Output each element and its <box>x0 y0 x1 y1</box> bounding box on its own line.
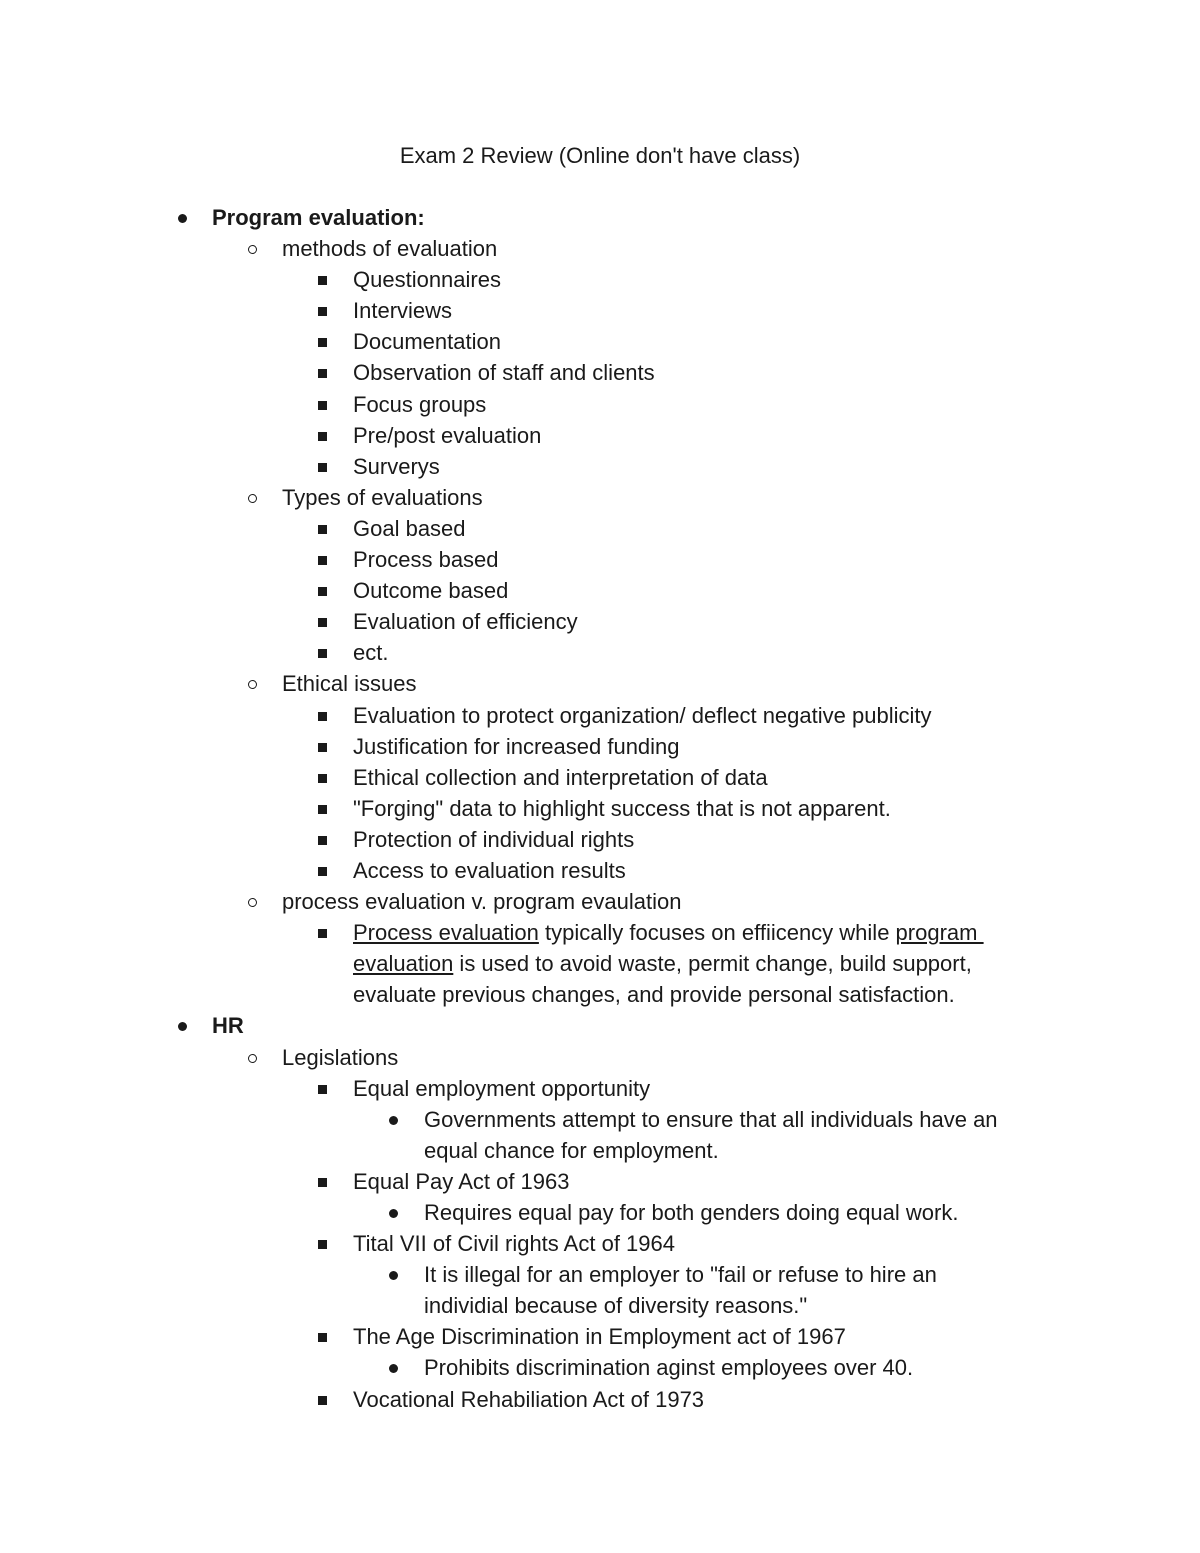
list-item-continuation: evaluate previous changes, and provide personal satisfaction. <box>353 982 955 1008</box>
list-item: Evaluation of efficiency <box>353 609 578 635</box>
subsection-ethical-issues: Ethical issues <box>282 671 417 697</box>
list-item-continuation: individial because of diversity reasons." <box>424 1293 808 1319</box>
list-item-detail: Governments attempt to ensure that all individuals have an <box>424 1106 998 1132</box>
list-item: Questionnaires <box>353 267 501 293</box>
list-item: "Forging" data to highlight success that is not apparent. <box>353 795 891 821</box>
subsection-methods: methods of evaluation <box>282 236 498 262</box>
subsection-types: Types of evaluations <box>282 484 483 510</box>
list-item: Interviews <box>353 298 453 324</box>
list-item: Protection of individual rights <box>353 826 635 852</box>
outline-list <box>0 202 998 1415</box>
list-item: Surverys <box>353 453 440 479</box>
list-item: Ethical collection and interpretation of data <box>353 764 768 790</box>
list-item: Focus groups <box>353 391 487 417</box>
list-item: Goal based <box>353 515 466 541</box>
section-heading-program-evaluation: Program evaluation: <box>212 205 425 230</box>
list-item-detail: Prohibits discrimination aginst employees over 40. <box>424 1355 914 1381</box>
list-item: ect. <box>353 640 389 666</box>
list-item-continuation: equal chance for employment. <box>424 1137 719 1163</box>
section-heading-hr: HR <box>212 1013 244 1039</box>
list-item-detail: It is illegal for an employer to "fail or refuse to hire an <box>424 1262 937 1288</box>
list-item: Equal Pay Act of 1963 <box>353 1168 570 1194</box>
underlined-term: evaluation <box>353 951 454 977</box>
list-item-continuation: evaluation is used to avoid waste, permit change, build support, <box>353 951 972 977</box>
list-item: Documentation <box>353 329 501 355</box>
list-item: Outcome based <box>353 578 509 604</box>
list-item: Pre/post evaluation <box>353 422 542 448</box>
list-item: Evaluation to protect organization/ deflect negative publicity <box>353 702 932 728</box>
underlined-term: Process evaluation <box>353 920 539 946</box>
list-item: Observation of staff and clients <box>353 360 655 386</box>
list-item: Process based <box>353 547 499 573</box>
list-item: Tital VII of Civil rights Act of 1964 <box>353 1231 675 1257</box>
list-item: Justification for increased funding <box>353 733 680 759</box>
list-item: Access to evaluation results <box>353 857 626 883</box>
list-item: The Age Discrimination in Employment act of 1967 <box>353 1324 846 1350</box>
list-item-detail: Requires equal pay for both genders doing equal work. <box>424 1200 959 1225</box>
page-title: Exam 2 Review (Online don't have class) <box>399 143 801 168</box>
underlined-term: program <box>895 920 984 946</box>
list-item: Equal employment opportunity <box>353 1075 651 1101</box>
subsection-legislations: Legislations <box>282 1044 399 1070</box>
list-item: Vocational Rehabiliation Act of 1973 <box>353 1386 705 1412</box>
list-item: Process evaluation typically focuses on effiicency while program <box>353 920 984 946</box>
subsection-process-vs-program: process evaluation v. program evaulation <box>282 889 682 915</box>
